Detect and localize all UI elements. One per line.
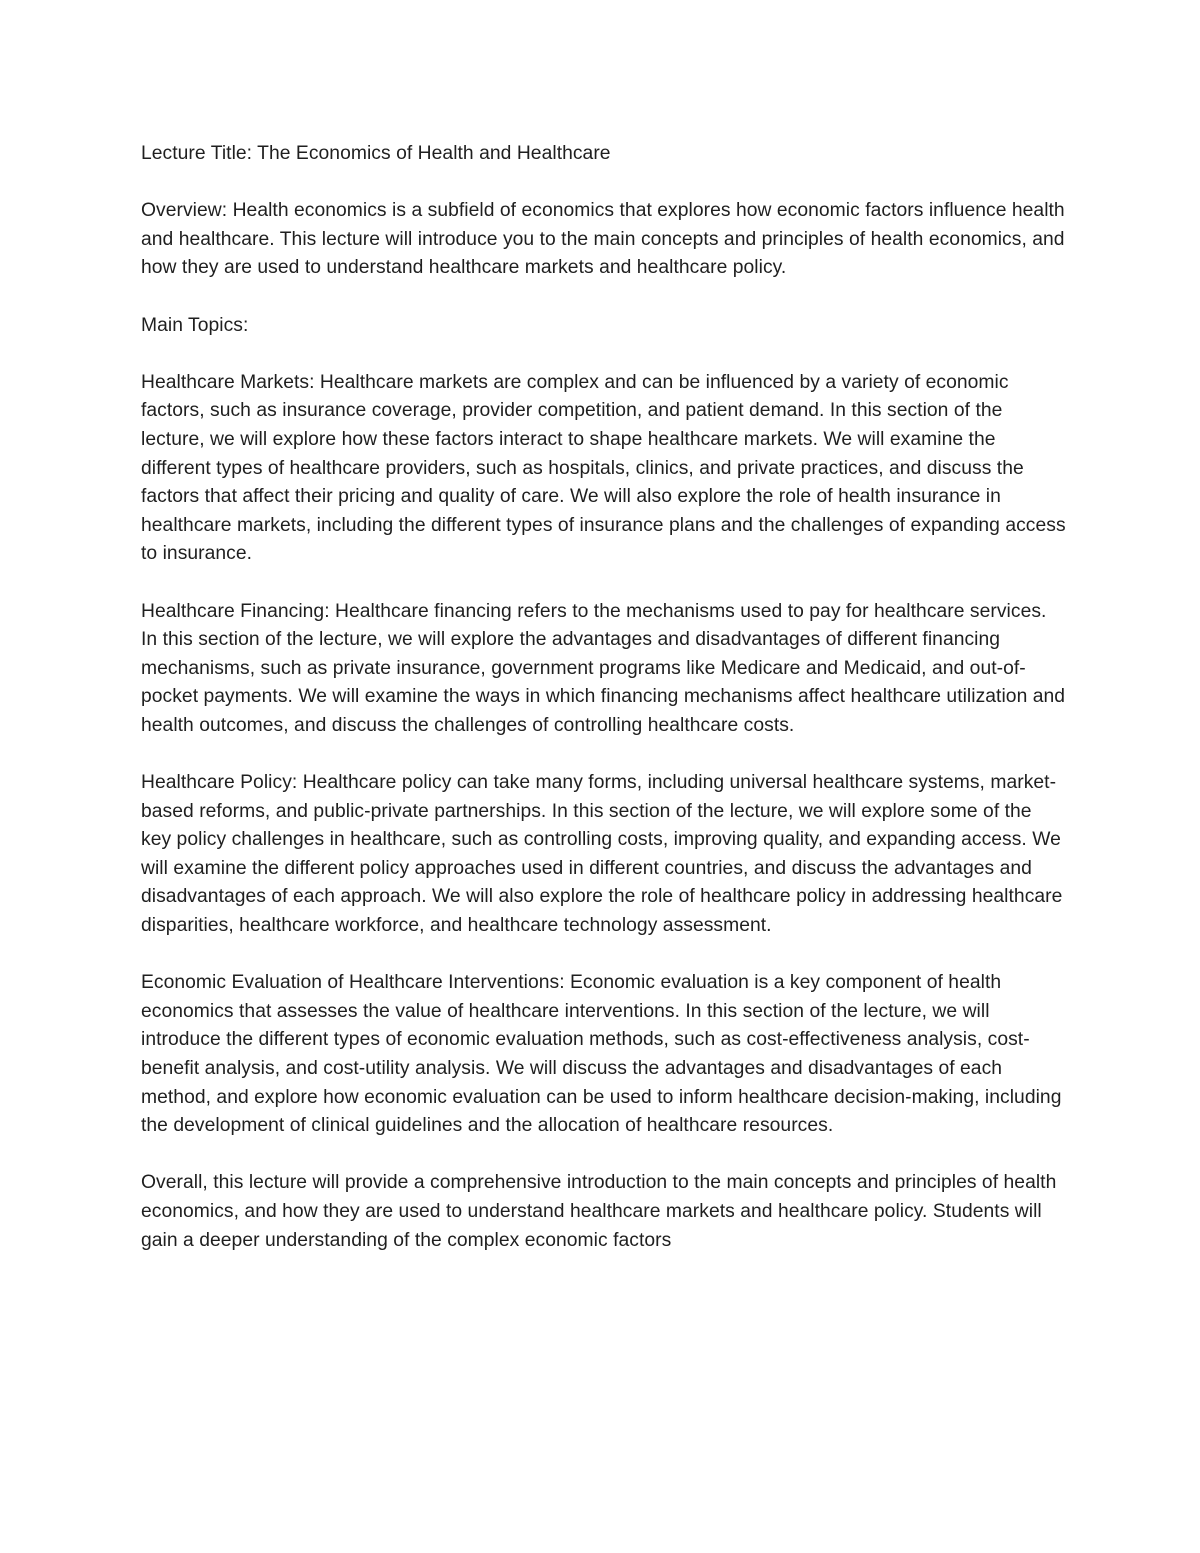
main-topics-heading: Main Topics: — [141, 314, 249, 336]
overall-paragraph: Overall, this lecture will provide a comprehensive introduction to the main concepts and principles of health economics, and how they are used to understand healthcare markets and healthcare policy. Students will gain a deeper understanding of the complex economic factors — [141, 1172, 1057, 1251]
lecture-title: Lecture Title: The Economics of Health and Healthcare — [141, 143, 611, 164]
section-healthcare-policy: Healthcare Policy: Healthcare policy can take many forms, including universal healthcare systems, market-based reforms, and public-private partnerships. In this section of the lecture, we will explore some of the key policy challenges in healthcare, such as controlling costs, improving quality, and expanding access. We will examine the different policy approaches used in different countries, and discuss the advantages and disadvantages of each approach. We will also explore the role of healthcare policy in addressing healthcare disparities, healthcare workforce, and healthcare technology assessment. — [141, 772, 1063, 937]
section-healthcare-financing: Healthcare Financing: Healthcare financing refers to the mechanisms used to pay for healthcare services. In this section of the lecture, we will explore the advantages and disadvantages of different financing mechanisms, such as private insurance, government programs like Medicare and Medicaid, and out-of-pocket payments. We will examine the ways in which financing mechanisms affect healthcare utilization and health outcomes, and discuss the challenges of controlling healthcare costs. — [141, 600, 1066, 736]
section-healthcare-markets: Healthcare Markets: Healthcare markets are complex and can be influenced by a variety of economic factors, such as insurance coverage, provider competition, and patient demand. In this section of the lecture, we will explore how these factors interact to shape healthcare markets. We will examine the different types of healthcare providers, such as hospitals, clinics, and private practices, and discuss the factors that affect their pricing and quality of care. We will also explore the role of health insurance in healthcare markets, including the different types of insurance plans and the challenges of expanding access to insurance. — [141, 371, 1066, 565]
section-economic-evaluation: Economic Evaluation of Healthcare Interventions: Economic evaluation is a key component of health economics that assesses the value of healthcare interventions. In this section of the lecture, we will introduce the different types of economic evaluation methods, such as cost-effectiveness analysis, cost-benefit analysis, and cost-utility analysis. We will discuss the advantages and disadvantages of each method, and explore how economic evaluation can be used to inform healthcare decision-making, including the development of clinical guidelines and the allocation of healthcare resources. — [141, 972, 1062, 1137]
overview-paragraph: Overview: Health economics is a subfield of economics that explores how economic factors influence health and healthcare. This lecture will introduce you to the main concepts and principles of health economics, and how they are used to understand healthcare markets and healthcare policy. — [141, 200, 1065, 279]
document-body — [141, 140, 1066, 1284]
